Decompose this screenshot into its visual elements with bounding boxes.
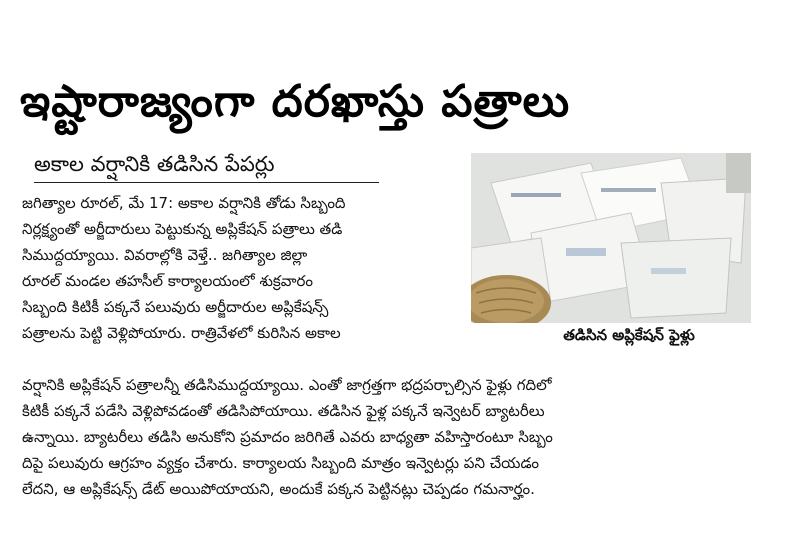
body-line: వర్షానికి అప్లికేషన్ పత్రాలన్నీ తడిసిముద్దయ్యాయి. ఎంతో జాగ్రత్తగా భద్రపర్చాల్సిన ఫైళ్లు గదిలో xyxy=(22,376,552,394)
body-line: కిటికీ పక్కనే పడేసి వెళ్లిపోవడంతో తడిసిపోయాయి. తడిసిన ఫైళ్ల పక్కనే ఇన్వెటర్ బ్యాటరీలు xyxy=(22,402,545,420)
body-line: నిర్లక్ష్యంతో అర్జీదారులు పెట్టుకున్న అప్లికేషన్ పత్రాలు తడి xyxy=(22,220,343,238)
article-body-top xyxy=(22,190,470,346)
body-line: ఉన్నాయి. బ్యాటరీలు తడిసి అనుకోని ప్రమాదం జరిగితే ఎవరు బాధ్యతా వహిస్తారంటూ సిబ్బం xyxy=(22,428,553,446)
news-photo xyxy=(471,153,751,323)
body-line: పత్రాలను పెట్టి వెళ్లిపోయారు. రాత్రివేళలో కురిసిన అకాల xyxy=(22,324,341,342)
article-body-bottom xyxy=(22,372,782,502)
body-line: సిబ్బంది కిటికీ పక్కనే పలువురు అర్జీదారుల అప్లికేషన్స్ xyxy=(22,298,329,316)
body-line: దిపై పలువురు ఆగ్రహం వ్యక్తం చేశారు. కార్యాలయ సిబ్బంది మాత్రం ఇన్వెటర్లు పని చేయడం xyxy=(22,454,539,472)
body-line: సిముద్దయ్యాయి. వివరాల్లోకి వెళ్తే.. జగిత్యాల జిల్లా xyxy=(22,246,308,264)
body-line: లేదని, ఆ అప్లికేషన్స్ డేట్ అయిపోయాయని, అందుకే పక్కన పెట్టినట్లు చెప్పడం గమనార్హం. xyxy=(22,480,535,498)
body-line: జగిత్యాల రూరల్, మే 17: అకాల వర్షానికి తోడు సిబ్బంది xyxy=(22,194,346,212)
subheadline: అకాల వర్షానికి తడిసిన పేపర్లు xyxy=(34,150,379,183)
wet-papers-illustration xyxy=(471,153,751,323)
body-line: రూరల్ మండల తహసీల్ కార్యాలయంలో శుక్రవారం xyxy=(22,272,313,290)
photo-caption: తడిసిన అప్లికేషన్ ఫైళ్లు xyxy=(563,326,695,344)
headline: ఇష్టారాజ్యంగా దరఖాస్తు పత్రాలు xyxy=(20,76,571,127)
